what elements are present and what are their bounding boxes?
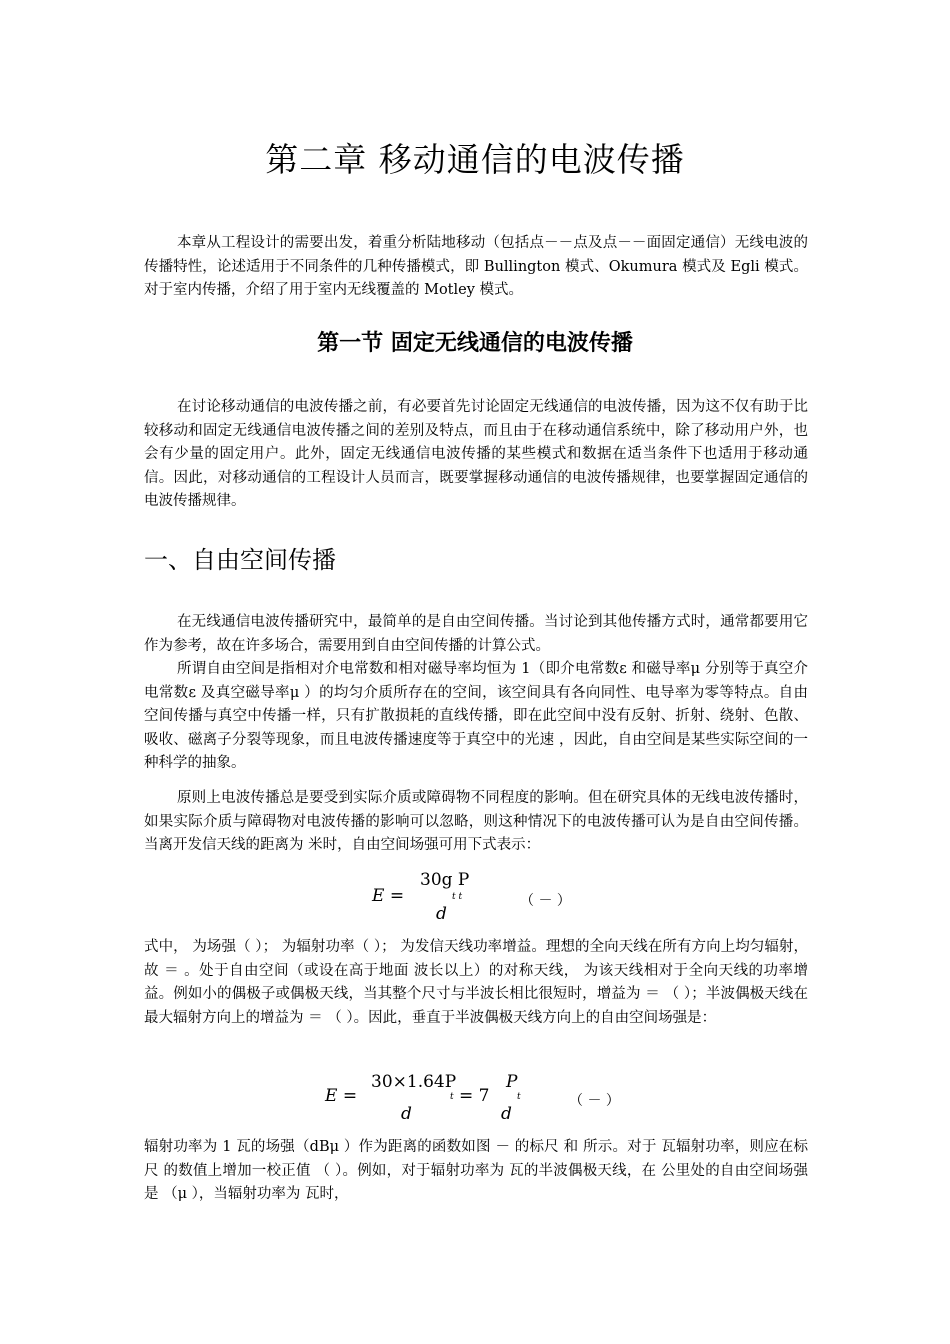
intro-paragraph: 本章从工程设计的需要出发，着重分析陆地移动（包括点－－点及点－－面固定通信）无线电波的传播特性，论述适用于不同条件的几种传播模式，即 Bullington 模式、Okumura 模式及 Egli 模式。对于室内传播，介绍了用于室内无线覆盖的 Motley 模式。 [144,235,808,298]
subsection-title: 一、自由空间传播 [144,546,336,574]
formula-lhs: E = [325,1086,358,1106]
formula-number: （ － ） [569,1093,620,1109]
paragraph-free-space-intro: 在无线通信电波传播研究中，最简单的是自由空间传播。当讨论到其他传播方式时，通常都要用它作为参考，故在许多场合，需要用到自由空间传播的计算公式。 [144,614,808,654]
formula-number: （ － ） [520,893,571,909]
paragraph-propagation-principle: 原则上电波传播总是要受到实际介质或障碍物不同程度的影响。但在研究具体的无线电波传播时，如果实际介质与障碍物对电波传播的影响可以忽略，则这种情况下的电波传播可认为是自由空间传播。当离开发信天线的距离为 米时，自由空间场强可用下式表示： [144,790,808,853]
formula-subscripts: t t [452,892,463,902]
paragraph-free-space-definition: 所谓自由空间是指相对介电常数和相对磁导率均恒为 1（即介电常数ε 和磁导率μ 分别等于真空介电常数ε 及真空磁导率μ ）的均匀介质所存在的空间，该空间具有各向同性、电导率为零等特点。自由空间传播与真空中传播一样，只有扩散损耗的直线传播，即在此空间中没有反射、折射、绕射、色散、吸收、磁离子分裂等现象，而且电波传播速度等于真空中的光速 ，因此，自由空间是某些实际空间的一种科学的抽象。 [144,661,808,771]
formula-subscript-2: t [517,1092,521,1102]
formula-numerator: 30g P [420,870,470,890]
formula-equals-7: = 7 [459,1086,490,1106]
paragraph-field-strength-chart: 辐射功率为 1 瓦的场强（dBμ ）作为距离的函数如图 － 的标尺 和 所示。对于 瓦辐射功率，则应在标尺 的数值上增加一校正值 （ ）。例如，对于辐射功率为 瓦的半波偶极天线，在 公里处的自由空间场强是 （μ ），当辐射功率为 瓦时， [144,1139,808,1202]
formula-denominator: d [436,904,447,924]
formula-numerator-1: 30×1.64P [371,1072,457,1092]
formula-numerator-2: P [506,1072,518,1092]
formula-subscript-1: t [450,1092,454,1102]
section-paragraph: 在讨论移动通信的电波传播之前，有必要首先讨论固定无线通信的电波传播，因为这不仅有助于比较移动和固定无线通信电波传播之间的差别及特点，而且由于在移动通信系统中，除了移动用户外，也会有少量的固定用户。此外，固定无线通信电波传播的某些模式和数据在适当条件下也适用于移动通信。因此，对移动通信的工程设计人员而言，既要掌握移动通信的电波传播规律，也要掌握固定通信的电波传播规律。 [144,399,808,509]
formula-lhs: E = [372,886,405,906]
chapter-title: 第二章 移动通信的电波传播 [265,140,685,179]
formula-denominator-2: d [501,1104,512,1124]
formula-field-strength [372,870,592,936]
section-title: 第一节 固定无线通信的电波传播 [317,331,633,356]
formula-dipole-field [325,1070,635,1136]
paragraph-formula-explanation: 式中， 为场强（ ）； 为辐射功率（ ）； 为发信天线功率增益。理想的全向天线在所有方向上均匀辐射，故 ＝ 。处于自由空间（或设在高于地面 波长以上）的对称天线， 为该天线相对于全向天线的功率增益。例如小的偶极子或偶极天线，当其整个尺寸与半波长相比很短时，增益为 ＝ （ ）；半波偶极天线在最大辐射方向上的增益为 ＝ （ ）。因此，垂直于半波偶极天线方向上的自由空间场强是： [144,939,808,1026]
formula-denominator-1: d [401,1104,412,1124]
